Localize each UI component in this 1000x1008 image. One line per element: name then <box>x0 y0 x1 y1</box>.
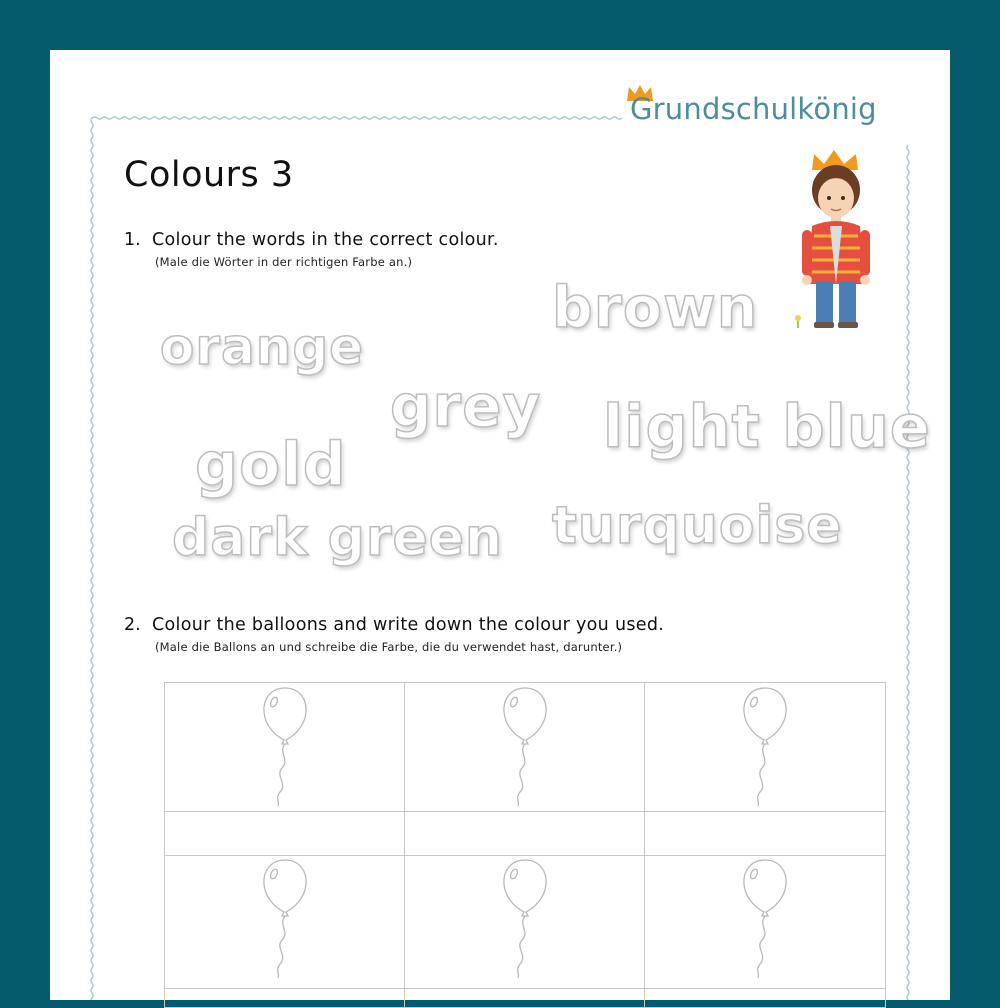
answer-cell[interactable] <box>404 988 645 1008</box>
balloon-outline-icon <box>500 856 550 981</box>
word-turquoise[interactable]: turquoise <box>552 496 843 556</box>
task-1-number: 1. <box>124 230 141 250</box>
word-gold[interactable]: gold <box>195 430 347 500</box>
worksheet-page <box>50 50 950 1000</box>
balloon-outline-icon <box>740 856 790 981</box>
word-brown[interactable]: brown <box>552 275 759 341</box>
answer-cell[interactable] <box>644 988 886 1008</box>
brand-logo-text: Grundschulkönig <box>630 92 877 126</box>
worksheet-title: Colours 3 <box>124 155 294 195</box>
answer-cell[interactable] <box>164 811 405 856</box>
balloon-outline-icon <box>260 684 310 809</box>
balloon-outline-icon <box>500 684 550 809</box>
word-orange[interactable]: orange <box>160 318 365 376</box>
word-grey[interactable]: grey <box>390 372 542 440</box>
boy-with-crown-illustration <box>788 150 884 330</box>
balloon-outline-icon <box>260 856 310 981</box>
word-dark-green[interactable]: dark green <box>172 508 504 568</box>
answer-cell[interactable] <box>164 988 405 1008</box>
task-1-translation: (Male die Wörter in der richtigen Farbe an.) <box>155 255 413 269</box>
task-2-number: 2. <box>124 615 141 635</box>
answer-cell[interactable] <box>404 811 645 856</box>
word-light-blue[interactable]: light blue <box>603 392 931 461</box>
task-2-instruction: Colour the balloons and write down the colour you used. <box>152 615 665 635</box>
task-1-instruction: Colour the words in the correct colour. <box>152 230 499 250</box>
balloon-outline-icon <box>740 684 790 809</box>
answer-cell[interactable] <box>644 811 886 856</box>
task-2-translation: (Male die Ballons an und schreibe die Farbe, die du verwendet hast, darunter.) <box>155 640 623 654</box>
